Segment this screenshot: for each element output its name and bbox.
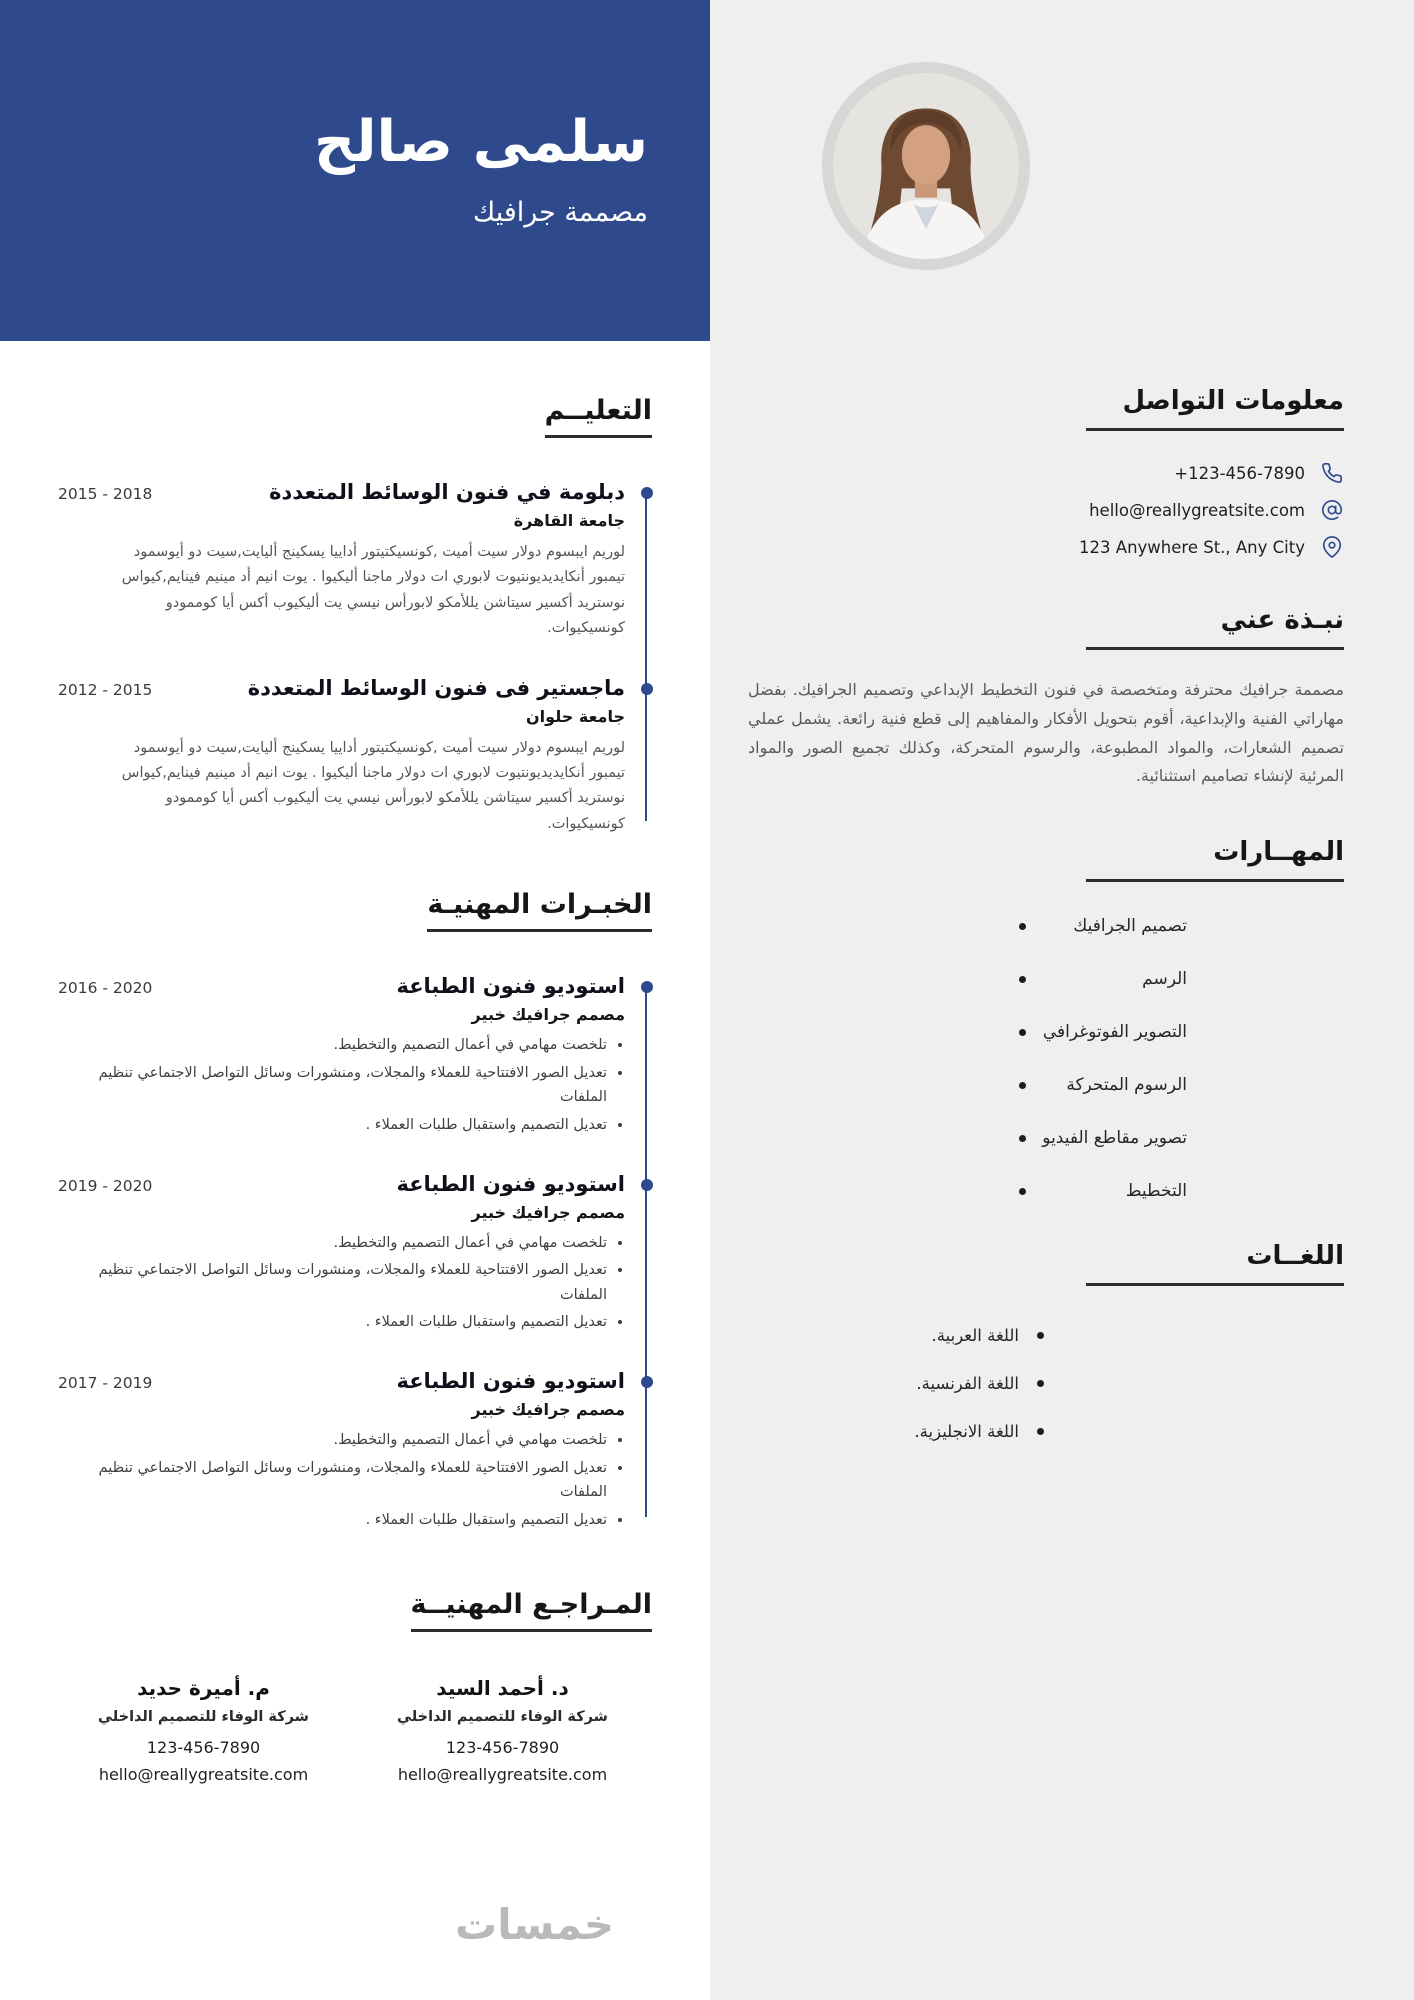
bullet-dot: [1019, 1135, 1026, 1142]
role-title: مصمم جرافيك خبير: [471, 1202, 625, 1222]
education-entry: [54, 480, 625, 642]
contact-address-row: [748, 535, 1344, 559]
skill-item: [1019, 969, 1187, 989]
experience-entry: [54, 974, 625, 1138]
degree-title: دبلومة في فنون الوسائط المتعددة: [269, 480, 625, 504]
skills-list: [1019, 916, 1187, 1201]
about-heading-underline: [1086, 605, 1344, 650]
contact-email-row: [748, 498, 1344, 522]
role-title: مصمم جرافيك خبير: [471, 1005, 625, 1024]
experience-section: [54, 889, 652, 1533]
reference-phone: 123-456-7890: [445, 1737, 560, 1757]
sidebar: [710, 0, 1414, 2000]
bullet-dot: [1019, 923, 1026, 930]
reference-company: شركة الوفاء للتصميم الداخلي: [98, 1708, 309, 1725]
languages-section: [748, 1241, 1344, 1441]
timeline-dot: [641, 1376, 653, 1388]
bullet-dot: [1019, 1029, 1026, 1036]
education-section: [54, 395, 652, 837]
school-name: جامعة حلوان: [526, 706, 625, 726]
school-name: جامعة القاهرة: [513, 511, 625, 530]
sidebar-content: [710, 386, 1414, 1441]
education-entry: [54, 676, 625, 838]
skill-label: التصوير الفوتوغرافي: [1042, 1022, 1187, 1043]
degree-title: ماجستير فى فنون الوسائط المتعددة: [247, 675, 625, 700]
education-dates: 2015 - 2018: [58, 485, 153, 503]
profile-photo: [822, 62, 1030, 270]
bullet-dot: [1019, 1082, 1026, 1089]
company-name: استوديو فنون الطباعة: [396, 974, 625, 998]
skill-item: [1019, 916, 1187, 936]
name-banner: [0, 0, 710, 341]
skill-label: تصوير مقاطع الفيديو: [1042, 1128, 1187, 1149]
language-label: اللغة الفرنسية.: [916, 1374, 1019, 1394]
duty-item: • تعديل التصميم واستقبال طلبات العملاء .: [54, 1508, 607, 1533]
phone-number: +123-456-7890: [1174, 463, 1305, 483]
experience-timeline: [54, 974, 652, 1533]
contact-rows: [748, 461, 1344, 559]
reference-card: [54, 1676, 353, 1784]
timeline-dot: [641, 487, 653, 499]
experience-duties: [54, 1231, 625, 1336]
contact-phone-row: [748, 461, 1344, 485]
education-description: لوريم ايبسوم دولار سيت أميت ,كونسيكتيتور أداييا يسكينج أليايت,سيت دو أيوسمود تيمبور أنكايديديونتيوت لابوري ات دولار ماجنا أليكيوا . يوت انيم أد مينيم فينايم,كيواس نوستريد أكسير سيتاشن يللأمكو لابورأس نيسي يت أليكيوب أكس أيا كوممودو كونسيكيوات.: [121, 544, 625, 637]
duty-item: • تعديل التصميم واستقبال طلبات العملاء .: [54, 1113, 607, 1138]
bullet-dot: [1037, 1428, 1044, 1435]
experience-heading: الخبـرات المهنيـة: [427, 889, 652, 932]
about-text: مصممة جرافيك محترفة ومتخصصة في فنون التخطيط الإبداعي وتصميم الجرافيك. بفضل مهاراتي الفنية والإبداعية، أقوم بتحويل الأفكار والمفاهيم إلى قطع فنية رائعة. يشمل عملي تصميم الشعارات، والمواد المطبوعة، والرسوم المتحركة، وكذلك تجميع الصور والمواد المرئية لإنشاء تصاميم استثنائية.: [748, 680, 1344, 786]
reference-email: hello@reallygreatsite.com: [98, 1764, 309, 1784]
duty-item: • تلخصت مهامي في أعمال التصميم والتخطيط.: [54, 1033, 607, 1058]
reference-card: [353, 1676, 652, 1784]
reference-phone: 123-456-7890: [146, 1737, 261, 1757]
main-column: [0, 341, 710, 1784]
bullet-dot: [1019, 976, 1026, 983]
language-item: [748, 1374, 1044, 1393]
khamsat-watermark: خمسات: [455, 1900, 615, 1949]
company-name: استوديو فنون الطباعة: [396, 1369, 625, 1394]
skill-label: تصميم الجرافيك: [1073, 916, 1187, 937]
experience-dates: 2017 - 2019: [58, 1374, 153, 1393]
duty-item: • تلخصت مهامي في أعمال التصميم والتخطيط.: [54, 1231, 607, 1256]
person-job-title: مصممة جرافيك: [472, 196, 648, 228]
skill-label: الرسم: [1142, 969, 1187, 990]
skills-heading: المهــارات: [1213, 837, 1344, 868]
bullet-dot: [1037, 1332, 1044, 1339]
map-pin-icon: [1320, 535, 1344, 559]
duty-item: • تعديل الصور الافتتاحية للعملاء والمجلات، ومنشورات وسائل التواصل الاجتماعي تنظيم الملفات: [54, 1061, 607, 1110]
street-address: 123 Anywhere St., Any City: [1079, 537, 1305, 557]
role-title: مصمم جرافيك خبير: [471, 1400, 625, 1420]
duty-item: • تلخصت مهامي في أعمال التصميم والتخطيط.: [54, 1428, 607, 1453]
experience-duties: [54, 1033, 625, 1138]
references-heading: المـراجـع المهنيــة: [411, 1589, 653, 1632]
language-label: اللغة العربية.: [931, 1326, 1019, 1346]
contact-heading: معلومات التواصل: [1122, 386, 1344, 416]
bullet-dot: [1037, 1380, 1044, 1387]
bullet-dot: [1019, 1188, 1026, 1195]
languages-heading-underline: [1086, 1241, 1344, 1286]
language-label: اللغة الانجليزية.: [914, 1422, 1019, 1442]
email-address: hello@reallygreatsite.com: [1089, 500, 1305, 520]
references-section: [54, 1589, 652, 1784]
about-heading: نبـذة عني: [1220, 605, 1344, 635]
timeline-dot: [641, 1179, 653, 1191]
about-section: [748, 605, 1344, 791]
skills-heading-underline: [1086, 837, 1344, 882]
duty-item: • تعديل الصور الافتتاحية للعملاء والمجلات، ومنشورات وسائل التواصل الاجتماعي تنظيم الملفات: [54, 1258, 607, 1307]
experience-entry: [54, 1369, 625, 1533]
contact-heading-underline: [1086, 386, 1344, 431]
duty-item: • تعديل الصور الافتتاحية للعملاء والمجلات، ومنشورات وسائل التواصل الاجتماعي تنظيم الملفات: [54, 1456, 607, 1505]
skill-item: [1019, 1128, 1187, 1148]
skill-label: التخطيط: [1125, 1181, 1187, 1202]
reference-name: د. أحمد السيد: [436, 1675, 569, 1700]
experience-dates: 2016 - 2020: [58, 979, 153, 997]
person-name: سلمى صالح: [313, 109, 648, 176]
skill-item: [1019, 1181, 1187, 1201]
contact-section: [748, 386, 1344, 559]
languages-list: [748, 1326, 1044, 1441]
duty-item: • تعديل التصميم واستقبال طلبات العملاء .: [54, 1310, 607, 1335]
languages-heading: اللغــات: [1246, 1241, 1344, 1272]
skill-item: [1019, 1022, 1187, 1042]
company-name: استوديو فنون الطباعة: [396, 1171, 625, 1196]
reference-name: م. أميرة حديد: [137, 1675, 270, 1700]
experience-dates: 2019 - 2020: [58, 1176, 153, 1195]
education-timeline: [54, 480, 652, 837]
experience-entry: [54, 1172, 625, 1336]
references-list: [54, 1676, 652, 1784]
skill-label: الرسوم المتحركة: [1066, 1075, 1187, 1096]
skills-section: [748, 837, 1344, 1201]
education-description: لوريم ايبسوم دولار سيت أميت ,كونسيكتيتور أداييا يسكينج أليايت,سيت دو أيوسمود تيمبور أنكايديديونتيوت لابوري ات دولار ماجنا أليكيوا . يوت انيم أد مينيم فينايم,كيواس نوستريد أكسير سيتاشن يللأمكو لابورأس نيسي يت أليكيوب أكس أيا كوممودو كونسيكيوات.: [121, 739, 625, 832]
phone-icon: [1320, 461, 1344, 485]
avatar-illustration: [833, 73, 1019, 259]
at-sign-icon: [1320, 498, 1344, 522]
education-heading: التعليــم: [545, 395, 652, 438]
language-item: [748, 1422, 1044, 1441]
reference-company: شركة الوفاء للتصميم الداخلي: [397, 1708, 608, 1725]
language-item: [748, 1326, 1044, 1345]
education-dates: 2012 - 2015: [58, 680, 153, 699]
reference-email: hello@reallygreatsite.com: [397, 1764, 608, 1784]
timeline-dot: [641, 683, 653, 695]
timeline-dot: [641, 981, 653, 993]
skill-item: [1019, 1075, 1187, 1095]
experience-duties: [54, 1428, 625, 1533]
